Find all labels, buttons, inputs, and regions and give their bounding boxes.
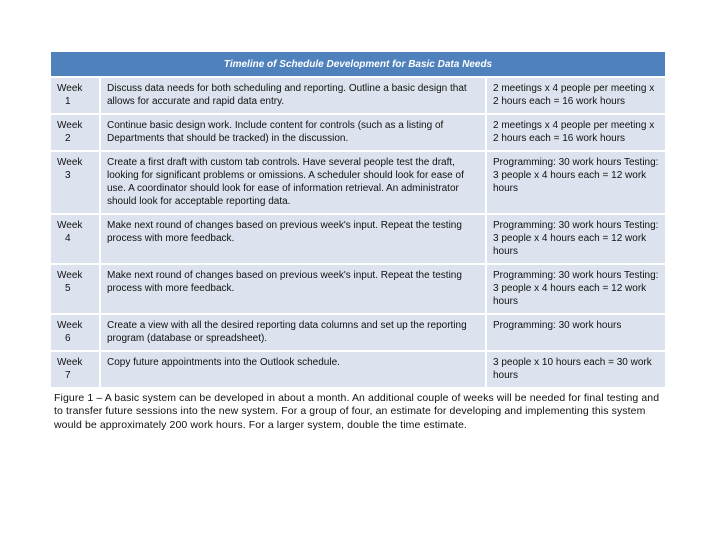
week-cell <box>51 352 99 387</box>
table-row <box>51 215 665 263</box>
week-label: Week <box>57 83 83 94</box>
schedule-timeline-table <box>51 50 665 389</box>
task-cell: Make next round of changes based on previous week's input. Repeat the testing process with more feedback. <box>99 215 485 263</box>
week-number: 7 <box>65 370 71 381</box>
effort-cell: 2 meetings x 4 people per meeting x 2 hours each = 16 work hours <box>485 78 665 113</box>
week-number: 6 <box>65 333 71 344</box>
week-cell <box>51 78 99 113</box>
effort-cell: Programming: 30 work hours Testing: 3 people x 4 hours each = 12 work hours <box>485 265 665 313</box>
week-label: Week <box>57 120 83 131</box>
week-number: 3 <box>65 170 71 181</box>
week-label: Week <box>57 357 83 368</box>
week-label: Week <box>57 320 83 331</box>
week-number: 4 <box>65 233 71 244</box>
table-row <box>51 152 665 213</box>
table-title: Timeline of Schedule Development for Basic Data Needs <box>51 52 665 76</box>
effort-cell: Programming: 30 work hours Testing: 3 people x 4 hours each = 12 work hours <box>485 215 665 263</box>
effort-cell: 2 meetings x 4 people per meeting x 2 hours each = 16 work hours <box>485 115 665 150</box>
week-number: 2 <box>65 133 71 144</box>
week-cell <box>51 152 99 213</box>
effort-cell: Programming: 30 work hours <box>485 315 665 350</box>
effort-cell: 3 people x 10 hours each = 30 work hours <box>485 352 665 387</box>
week-number: 1 <box>65 96 71 107</box>
week-label: Week <box>57 157 83 168</box>
week-cell <box>51 115 99 150</box>
effort-cell: Programming: 30 work hours Testing: 3 people x 4 hours each = 12 work hours <box>485 152 665 213</box>
task-cell: Copy future appointments into the Outlook schedule. <box>99 352 485 387</box>
week-cell <box>51 215 99 263</box>
table-row <box>51 78 665 113</box>
task-cell: Continue basic design work. Include content for controls (such as a listing of Departments that should be tracked) in the discussion. <box>99 115 485 150</box>
week-cell <box>51 315 99 350</box>
task-cell: Create a first draft with custom tab controls. Have several people test the draft, looking for significant problems or omissions. A scheduler should look for ease of use. A coordinator should look for ease of information retrieval. An administrator should look for acceptable reporting data. <box>99 152 485 213</box>
task-cell: Make next round of changes based on previous week's input. Repeat the testing process with more feedback. <box>99 265 485 313</box>
table-row <box>51 315 665 350</box>
week-cell <box>51 265 99 313</box>
week-label: Week <box>57 270 83 281</box>
week-label: Week <box>57 220 83 231</box>
figure-caption: Figure 1 – A basic system can be developed in about a month. An additional couple of weeks will be needed for final testing and to transfer future sessions into the new system. For a group of four, an estimate for developing and implementing this system would be approximately 200 work hours. For a larger system, double the time estimate. <box>54 391 660 431</box>
table-row <box>51 352 665 387</box>
week-number: 5 <box>65 283 71 294</box>
table-header-row <box>51 52 665 76</box>
task-cell: Discuss data needs for both scheduling and reporting. Outline a basic design that allows for accurate and rapid data entry. <box>99 78 485 113</box>
task-cell: Create a view with all the desired reporting data columns and set up the reporting program (database or spreadsheet). <box>99 315 485 350</box>
table-row <box>51 115 665 150</box>
table-row <box>51 265 665 313</box>
